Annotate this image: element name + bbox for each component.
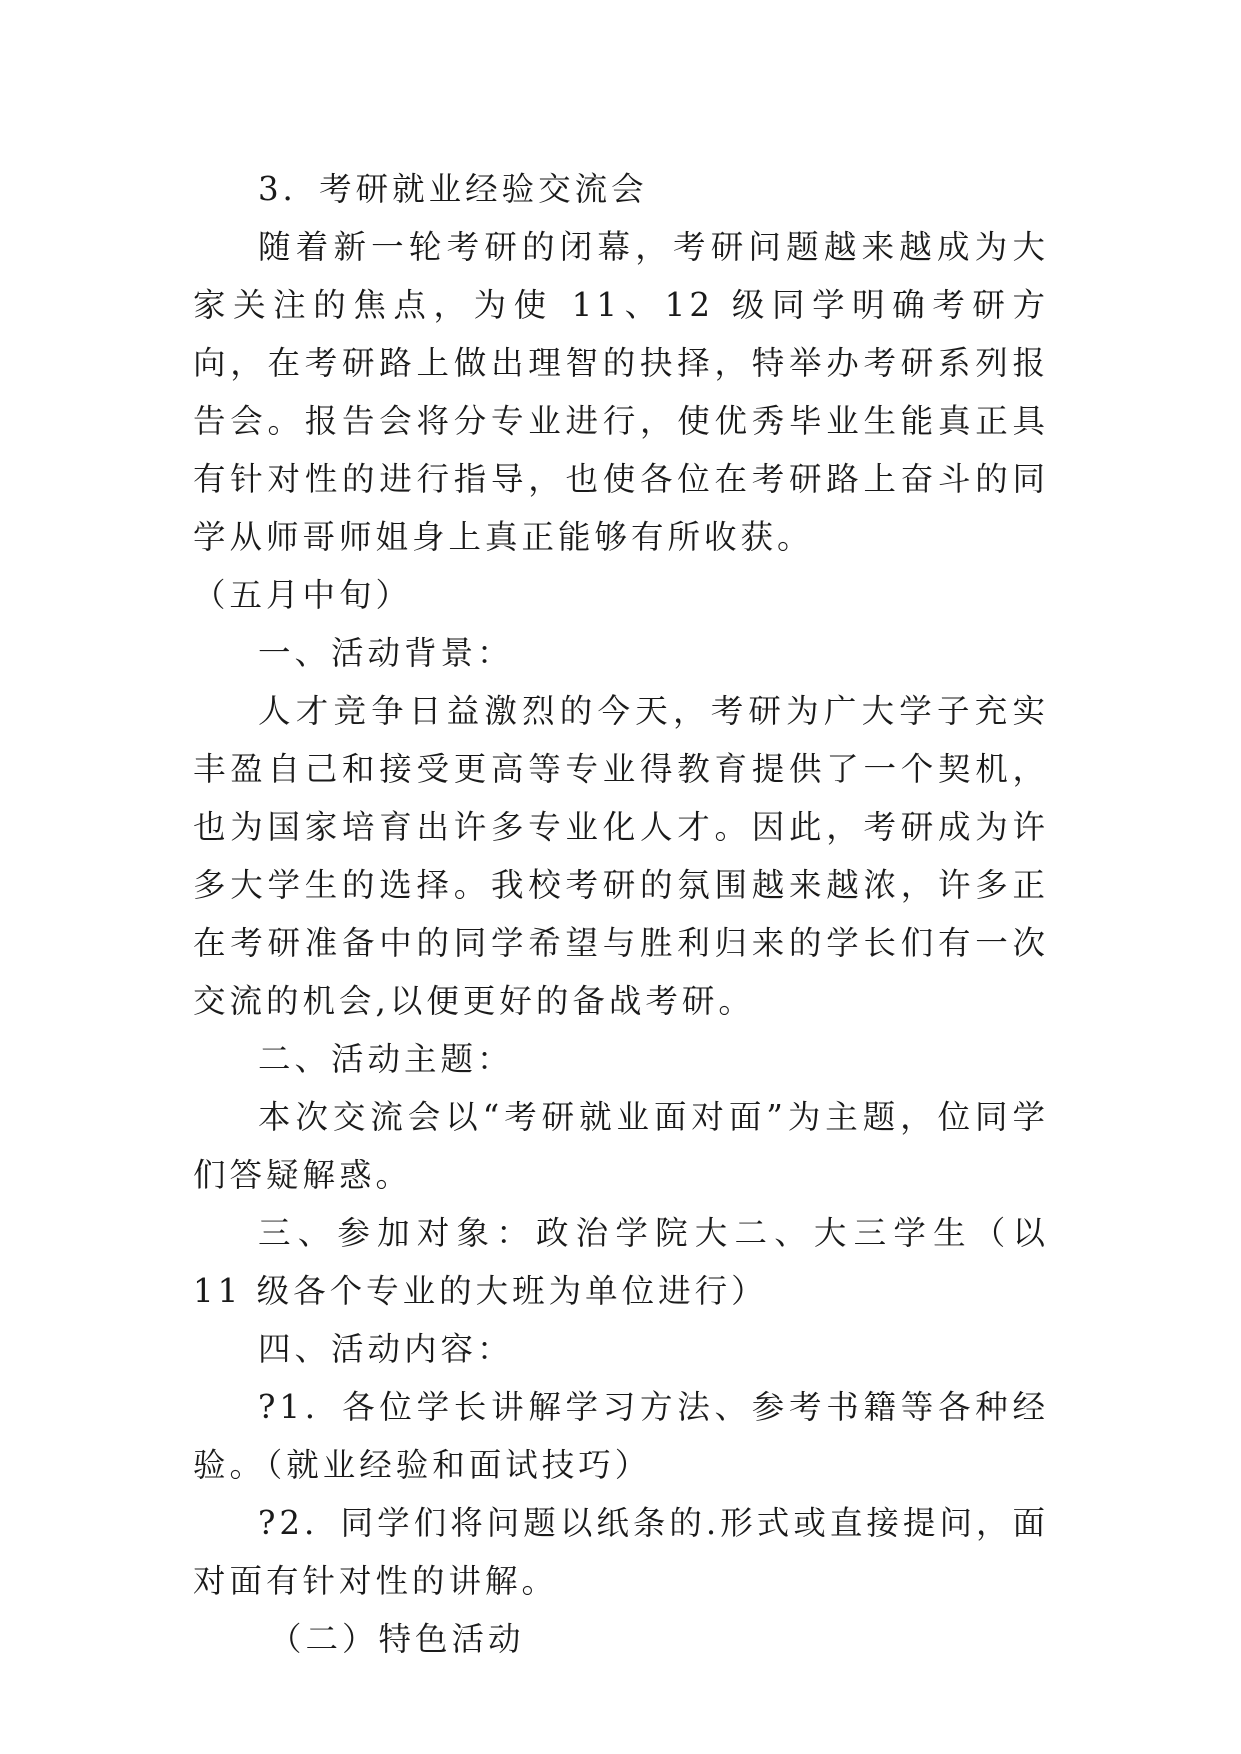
content-item-1: ?1．各位学长讲解学习方法、参考书籍等各种经验。（就业经验和面试技巧） — [193, 1388, 1049, 1484]
document-body — [193, 160, 1049, 1668]
heading-background: 一、活动背景： — [258, 634, 514, 672]
participants-paragraph: 三、参加对象：政治学院大二、大三学生（以 11 级各个专业的大班为单位进行） — [193, 1214, 1049, 1310]
background-paragraph: 人才竞争日益激烈的今天，考研为广大学子充实丰盈自己和接受更高等专业得教育提供了一个契机，也为国家培育出许多专业化人才。因此，考研成为许多大学生的选择。我校考研的氛围越来越浓，许多正在考研准备中的同学希望与胜利归来的学长们有一次交流的机会,以便更好的备战考研。 — [193, 692, 1049, 1020]
heading-content: 四、活动内容： — [258, 1330, 514, 1368]
section-heading: 3．考研就业经验交流会 — [258, 170, 648, 208]
heading-theme: 二、活动主题： — [258, 1040, 514, 1078]
content-item-2: ?2．同学们将问题以纸条的.形式或直接提问，面对面有针对性的讲解。 — [193, 1504, 1049, 1600]
intro-time: （五月中旬） — [193, 576, 413, 614]
heading-special: （二）特色活动 — [269, 1620, 525, 1658]
theme-paragraph: 本次交流会以“考研就业面对面”为主题，位同学们答疑解惑。 — [193, 1098, 1049, 1194]
intro-paragraph: 随着新一轮考研的闭幕，考研问题越来越成为大家关注的焦点，为使 11、12 级同学明确考研方向，在考研路上做出理智的抉择，特举办考研系列报告会。报告会将分专业进行，使优秀毕业生能真正具有针对性的进行指导，也使各位在考研路上奋斗的同学从师哥师姐身上真正能够有所收获。 — [193, 228, 1049, 556]
